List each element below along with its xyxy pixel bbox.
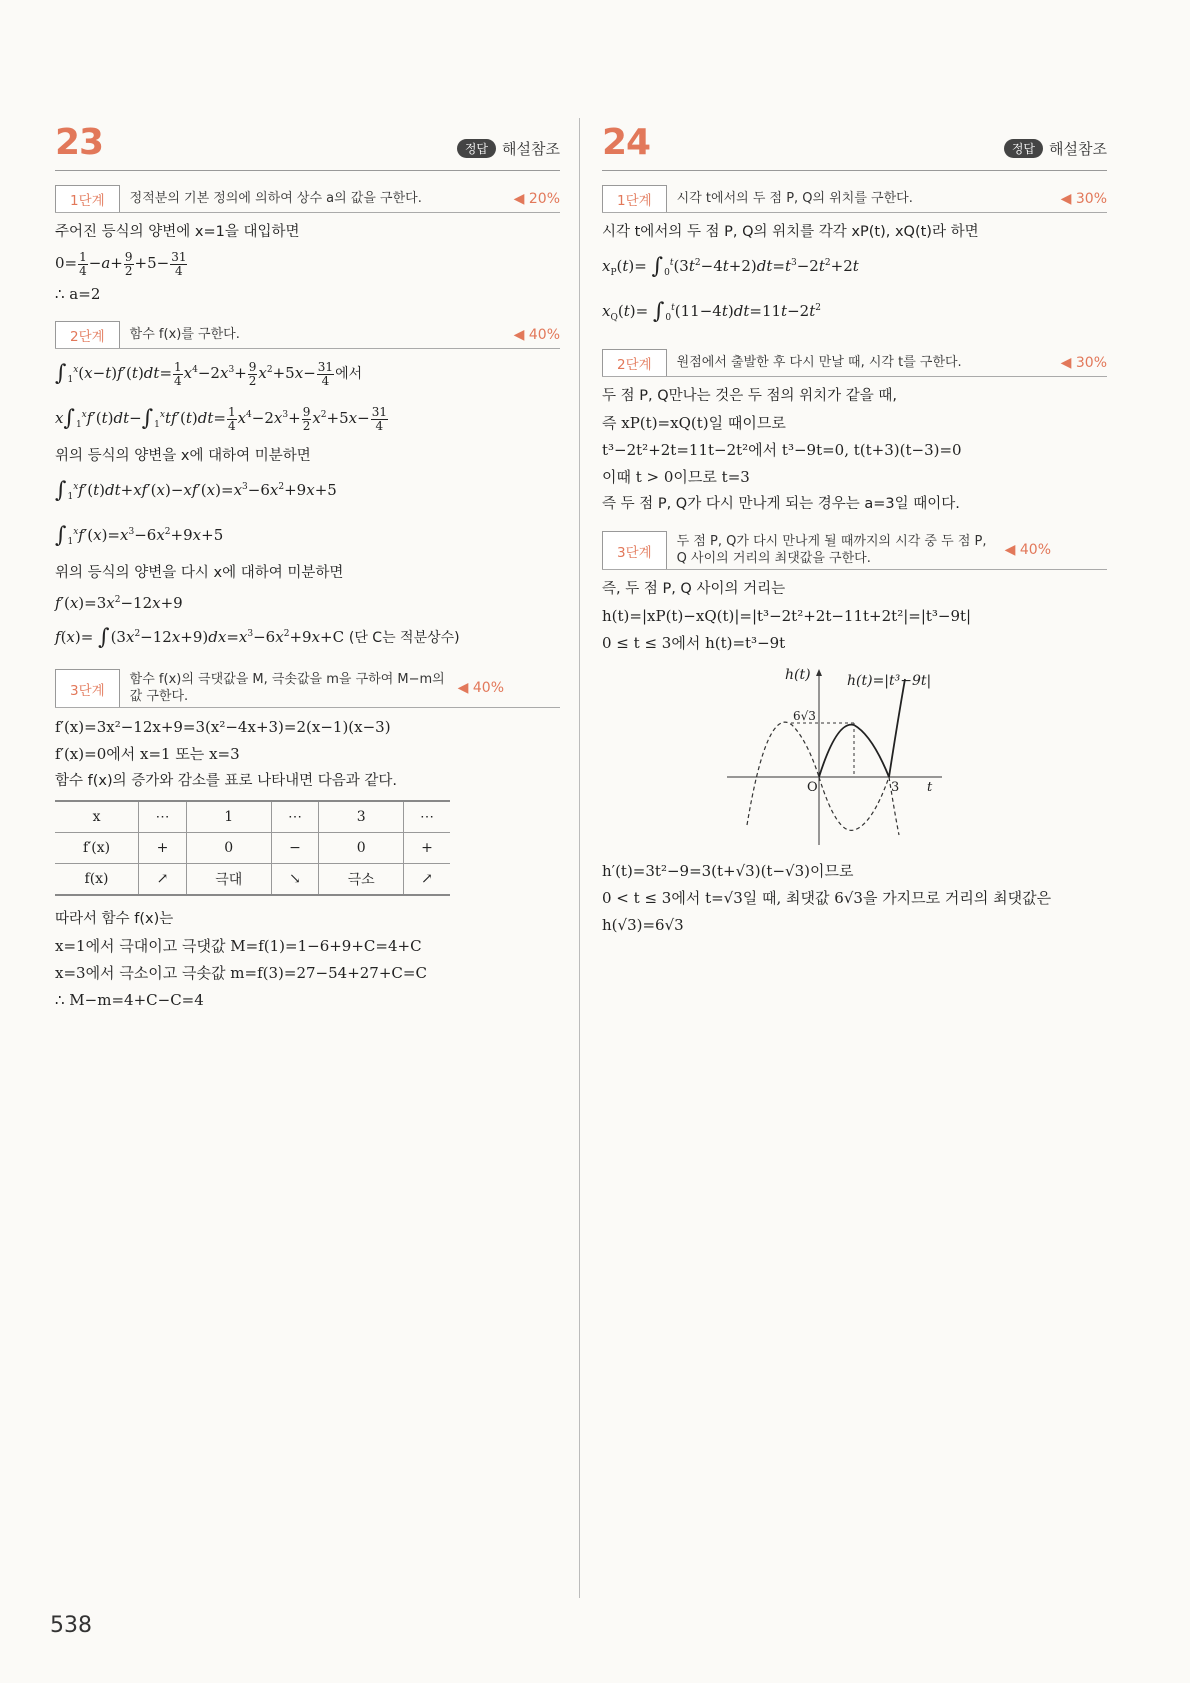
problem-24 xyxy=(602,120,1107,939)
step-text: 두 점 P, Q가 다시 만나게 될 때까지의 시각 중 두 점 P, Q 사이의 거리의 최댓값을 구한다. xyxy=(676,534,987,566)
origin-label: O xyxy=(807,780,818,795)
answer-text: 해설참조 xyxy=(1049,140,1107,158)
equation-line: h′(t)=3t²−9=3(t+√3)(t−√3)이므로 xyxy=(602,862,854,880)
equation-line: $\int_1^xf'(x)=x^3-6x^2+9x+5$ xyxy=(55,523,224,548)
step-tag: 2단계 xyxy=(55,321,120,348)
equation-line: h(t)=|xP(t)−xQ(t)|=|t³−2t²+2t−11t+2t²|=|t³−9t| xyxy=(602,607,972,625)
equation-line: $x\int_1^xf'(t)dt-\int_1^xtf'(t)dt=$ $\frac{1}{4}$ $x^4-2x^3+$ $\frac{9}{2}$ $x^2+5x-$ $\frac{31}{4}$ xyxy=(55,404,387,433)
equation-line: 0 < t ≤ 3에서 t=√3일 때, 최댓값 6√3을 가지므로 거리의 최댓값은 xyxy=(602,889,1052,907)
table-cell: 1 xyxy=(186,801,271,833)
table-cell: 극대 xyxy=(186,864,271,896)
x-axis-label: t xyxy=(927,780,933,795)
step-text: 원점에서 출발한 후 다시 만날 때, 시각 t를 구한다. xyxy=(676,355,962,370)
step-tag: 3단계 xyxy=(55,669,120,707)
step-percent: ◀ 40% xyxy=(457,680,505,696)
problem-header xyxy=(55,120,560,171)
answer-badge: 정답 xyxy=(457,139,496,158)
step-2-header xyxy=(55,321,560,349)
problem-number: 24 xyxy=(602,122,651,163)
max-value-label: 6√3 xyxy=(793,709,816,723)
inline-text: 에서 xyxy=(335,366,363,382)
equation-line: f′(x)=0에서 x=1 또는 x=3 xyxy=(55,745,240,763)
y-axis-label: h(t) xyxy=(785,667,811,683)
page-number: 538 xyxy=(50,1613,92,1638)
axis-arrow xyxy=(816,669,822,676)
step-tag: 3단계 xyxy=(602,531,667,569)
equation-line: t³−2t²+2t=11t−2t²에서 t³−9t=0, t(t+3)(t−3)=0 xyxy=(602,441,962,459)
text-line: 두 점 P, Q만나는 것은 두 점의 위치가 같을 때, xyxy=(602,388,897,404)
equation-line: $f'(x)=3x^2-12x+9$ xyxy=(55,594,183,612)
step-tag: 2단계 xyxy=(602,349,667,376)
step-text: 함수 f(x)의 극댓값을 M, 극솟값을 m을 구하여 M−m의 값 구한다. xyxy=(129,672,445,704)
table-cell: + xyxy=(139,833,187,864)
step-percent: ◀ 30% xyxy=(1060,190,1107,207)
text-line: 주어진 등식의 양변에 x=1을 대입하면 xyxy=(55,224,300,240)
equation-line: $\int_1^xf'(t)dt+xf'(x)-xf'(x)=x^3-6x^2+9x+5$ xyxy=(55,478,337,503)
increase-decrease-table xyxy=(55,800,450,896)
table-cell: ↗ xyxy=(404,864,451,896)
step-text: 정적분의 기본 정의에 의하여 상수 a의 값을 구한다. xyxy=(129,191,422,206)
step-tag: 1단계 xyxy=(55,185,120,212)
problem-header xyxy=(602,120,1107,171)
step-1-header xyxy=(602,185,1107,213)
text-line: 위의 등식의 양변을 다시 x에 대하여 미분하면 xyxy=(55,565,344,581)
table-cell: + xyxy=(404,833,451,864)
table-cell: 0 xyxy=(186,833,271,864)
text-line: 함수 f(x)의 증가와 감소를 표로 나타내면 다음과 같다. xyxy=(55,773,398,789)
table-cell: 0 xyxy=(319,833,404,864)
text-line: 위의 등식의 양변을 x에 대하여 미분하면 xyxy=(55,448,311,464)
step-1-header xyxy=(55,185,560,213)
table-cell: ⋯ xyxy=(271,801,319,833)
solid-curve-right xyxy=(889,679,905,777)
table-row xyxy=(55,864,450,896)
step-2-header xyxy=(602,349,1107,377)
step-text: 함수 f(x)를 구한다. xyxy=(129,327,240,342)
dashed-curve-left xyxy=(747,722,819,825)
table-row xyxy=(55,801,450,833)
equation-line: $\int_1^x(x-t)f'(t)dt=$ $\frac{1}{4}$ $x^4-2x^3+$ $\frac{9}{2}$ $x^2+5x-$ $\frac{31}{4}$ 에서 xyxy=(55,359,363,388)
table-cell: 극소 xyxy=(319,864,404,896)
constant-note: (단 C는 적분상수) xyxy=(348,630,460,646)
answer-badge: 정답 xyxy=(1004,139,1043,158)
dashed-curve-below xyxy=(819,777,889,830)
step-percent: ◀ 30% xyxy=(1060,354,1107,371)
table-cell: f′(x) xyxy=(55,833,139,864)
column-divider xyxy=(579,118,580,1598)
step-text: 시각 t에서의 두 점 P, Q의 위치를 구한다. xyxy=(676,191,913,206)
equation-line: f′(x)=3x²−12x+9=3(x²−4x+3)=2(x−1)(x−3) xyxy=(55,718,391,736)
step-3-header xyxy=(602,531,1107,570)
text-line: 즉 두 점 P, Q가 다시 만나게 되는 경우는 a=3일 때이다. xyxy=(602,496,960,512)
table-cell: 3 xyxy=(319,801,404,833)
equation-line: 0= $\frac{1}{4}$ −a+ $\frac{9}{2}$ +5− $\frac{31}{4}$ xyxy=(55,249,187,278)
root-label: 3 xyxy=(891,780,900,795)
text-line: 즉, 두 점 P, Q 사이의 거리는 xyxy=(602,581,786,597)
step-percent: ◀ 40% xyxy=(513,326,560,343)
equation-line: x=1에서 극대이고 극댓값 M=f(1)=1−6+9+C=4+C xyxy=(55,937,422,955)
answer-label xyxy=(457,138,560,159)
solid-curve-hump xyxy=(819,725,889,777)
distance-graph xyxy=(727,665,957,845)
curve-label: h(t)=|t³−9t| xyxy=(847,673,932,689)
equation-line: $x_P(t)= \int_0^t(3t^2-4t+2)dt=t^3-2t^2+2t$ xyxy=(602,254,859,279)
step-3-header xyxy=(55,669,560,708)
table-cell: x xyxy=(55,801,139,833)
text-line: 시각 t에서의 두 점 P, Q의 위치를 각각 xP(t), xQ(t)라 하면 xyxy=(602,224,979,240)
problem-23 xyxy=(55,120,560,1014)
table-row xyxy=(55,833,450,864)
equation-line: 0 ≤ t ≤ 3에서 h(t)=t³−9t xyxy=(602,634,786,652)
table-cell: ↘ xyxy=(271,864,319,896)
table-cell: − xyxy=(271,833,319,864)
table-cell: ⋯ xyxy=(404,801,451,833)
equation-line: $f(x)= \int(3x^2-12x+9)dx=x^3-6x^2+9x+C$ (단 C는 적분상수) xyxy=(55,625,460,650)
step-percent: ◀ 40% xyxy=(1004,542,1052,558)
equation-line: 즉 xP(t)=xQ(t)일 때이므로 xyxy=(602,414,786,432)
problem-number: 23 xyxy=(55,122,104,163)
answer-label xyxy=(1004,138,1107,159)
step-tag: 1단계 xyxy=(602,185,667,212)
answer-text: 해설참조 xyxy=(502,140,560,158)
table-cell: ⋯ xyxy=(139,801,187,833)
equation-line: ∴ a=2 xyxy=(55,285,101,303)
equation-line: x=3에서 극소이고 극솟값 m=f(3)=27−54+27+C=C xyxy=(55,964,427,982)
equation-line: $x_Q(t)= \int_0^t(11-4t)dt=11t-2t^2$ xyxy=(602,299,821,324)
equation-line: h(√3)=6√3 xyxy=(602,916,684,934)
table-cell: f(x) xyxy=(55,864,139,896)
equation-line: ∴ M−m=4+C−C=4 xyxy=(55,991,204,1009)
text-line: 따라서 함수 f(x)는 xyxy=(55,911,174,927)
step-percent: ◀ 20% xyxy=(513,190,560,207)
equation-line: 이때 t > 0이므로 t=3 xyxy=(602,468,750,486)
table-cell: ↗ xyxy=(139,864,187,896)
